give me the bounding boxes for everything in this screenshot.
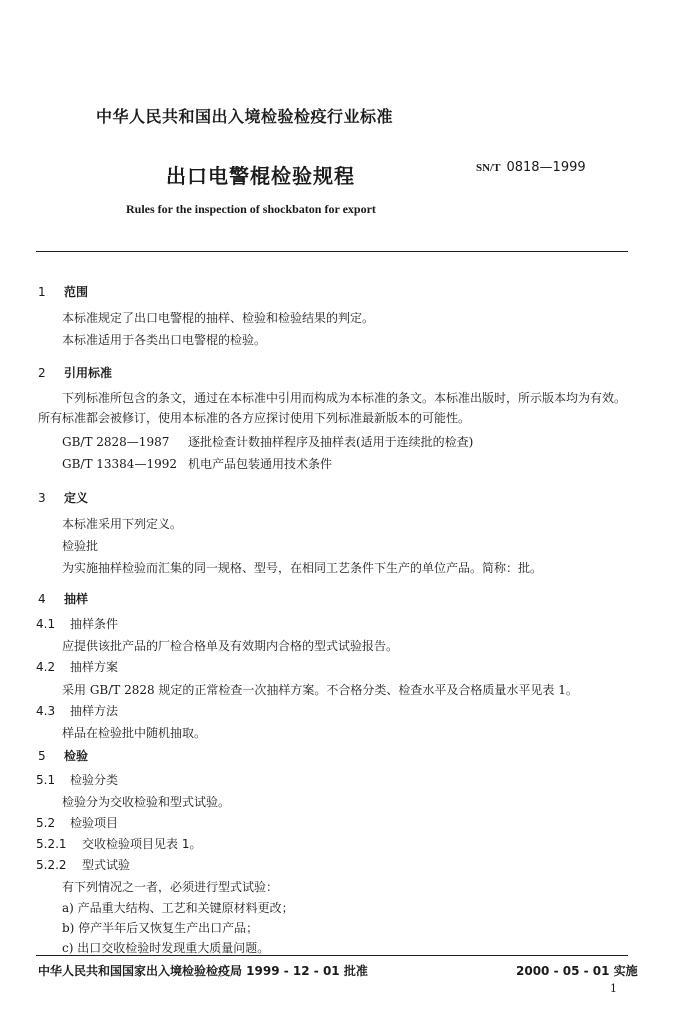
section-number: 4 bbox=[38, 592, 46, 606]
section-3-paragraph: 本标准采用下列定义。 bbox=[62, 517, 183, 531]
subsection-4-3-text: 样品在检验批中随机抽取。 bbox=[62, 726, 207, 740]
subsection-4-2-heading bbox=[36, 658, 118, 675]
subsection-text: 交收检验项目见表 1。 bbox=[82, 837, 202, 851]
section-4-heading bbox=[38, 590, 88, 607]
subsection-title: 抽样方法 bbox=[70, 704, 119, 718]
reference-standard-2 bbox=[62, 455, 332, 472]
subsection-number: 5.1 bbox=[36, 773, 56, 787]
page-number: 1 bbox=[610, 982, 617, 995]
standard-code-number: 0818—1999 bbox=[506, 160, 586, 175]
subsection-4-1-text: 应提供该批产品的厂检合格单及有效期内合格的型式试验报告。 bbox=[62, 639, 399, 653]
section-number: 3 bbox=[38, 491, 46, 505]
defined-term: 检验批 bbox=[62, 539, 99, 553]
section-1-paragraph-2: 本标准适用于各类出口电警棍的检验。 bbox=[62, 333, 267, 347]
section-title: 检验 bbox=[64, 749, 89, 763]
reference-title: 机电产品包装通用技术条件 bbox=[188, 457, 333, 471]
subsection-number: 5.2.2 bbox=[36, 858, 67, 872]
english-title: Rules for the inspection of shockbaton for export bbox=[126, 202, 376, 216]
list-item-a: a) 产品重大结构、工艺和关键原材料更改； bbox=[62, 901, 294, 915]
subsection-title: 检验分类 bbox=[70, 773, 119, 787]
subsection-title: 检验项目 bbox=[70, 816, 119, 830]
subsection-number: 4.2 bbox=[36, 660, 56, 674]
section-title: 抽样 bbox=[64, 592, 89, 606]
subsection-4-1-heading bbox=[36, 615, 118, 632]
section-1-paragraph-1: 本标准规定了出口电警棍的抽样、检验和检验结果的判定。 bbox=[62, 311, 375, 325]
subsection-number: 5.2.1 bbox=[36, 837, 67, 851]
footer-divider bbox=[36, 955, 628, 956]
subsection-title: 抽样方案 bbox=[70, 660, 119, 674]
subsection-5-1-text: 检验分为交收检验和型式试验。 bbox=[62, 795, 231, 809]
section-2-paragraph: 下列标准所包含的条文，通过在本标准中引用而构成为本标准的条文。本标准出版时，所示版本均为有效。所有标准都会被修订，使用本标准的各方应探讨使用下列标准最新版本的可能性。 bbox=[38, 391, 627, 425]
subsection-number: 4.3 bbox=[36, 704, 56, 718]
subsection-number: 4.1 bbox=[36, 617, 56, 631]
term-definition: 为实施抽样检验而汇集的同一规格、型号，在相同工艺条件下生产的单位产品。简称：批。 bbox=[62, 561, 543, 575]
subsection-5-2-heading bbox=[36, 814, 118, 831]
subsection-number: 5.2 bbox=[36, 816, 56, 830]
section-number: 5 bbox=[38, 749, 46, 763]
section-2-heading bbox=[38, 364, 112, 381]
section-5-heading bbox=[38, 747, 88, 764]
reference-title: 逐批检查计数抽样程序及抽样表(适用于连续批的检查) bbox=[188, 435, 474, 449]
reference-code: GB/T 2828—1987 bbox=[62, 435, 170, 449]
approval-line: 中华人民共和国国家出入境检验检疫局 1999 - 12 - 01 批准 bbox=[38, 964, 368, 978]
subsection-5-2-1 bbox=[36, 835, 201, 852]
list-item-b: b) 停产半年后又恢复生产出口产品； bbox=[62, 921, 259, 935]
subsection-4-3-heading bbox=[36, 702, 118, 719]
section-title: 定义 bbox=[64, 491, 89, 505]
section-3-heading bbox=[38, 489, 88, 506]
reference-code: GB/T 13384—1992 bbox=[62, 457, 177, 471]
list-item-c: c) 出口交收检验时发现重大质量问题。 bbox=[62, 941, 270, 955]
standard-code bbox=[476, 160, 586, 175]
reference-standard-1 bbox=[62, 433, 473, 450]
subsection-5-2-2-text: 有下列情况之一者，必须进行型式试验： bbox=[62, 880, 279, 894]
document-title: 出口电警棍检验规程 bbox=[166, 164, 355, 188]
section-1-heading bbox=[38, 283, 88, 300]
section-number: 2 bbox=[38, 366, 46, 380]
effective-date: 2000 - 05 - 01 实施 bbox=[516, 964, 638, 978]
subsection-title: 型式试验 bbox=[82, 858, 131, 872]
section-number: 1 bbox=[38, 285, 46, 299]
subsection-5-2-2-heading bbox=[36, 856, 130, 873]
subsection-title: 抽样条件 bbox=[70, 617, 119, 631]
standard-category: 中华人民共和国出入境检验检疫行业标准 bbox=[96, 107, 394, 126]
section-title: 引用标准 bbox=[64, 366, 113, 380]
standard-code-prefix: SN/T bbox=[476, 162, 501, 174]
section-title: 范围 bbox=[64, 285, 89, 299]
subsection-5-1-heading bbox=[36, 771, 118, 788]
header-divider bbox=[36, 251, 628, 252]
subsection-4-2-text: 采用 GB/T 2828 规定的正常检查一次抽样方案。不合格分类、检查水平及合格质量水平见表 1。 bbox=[62, 683, 578, 697]
